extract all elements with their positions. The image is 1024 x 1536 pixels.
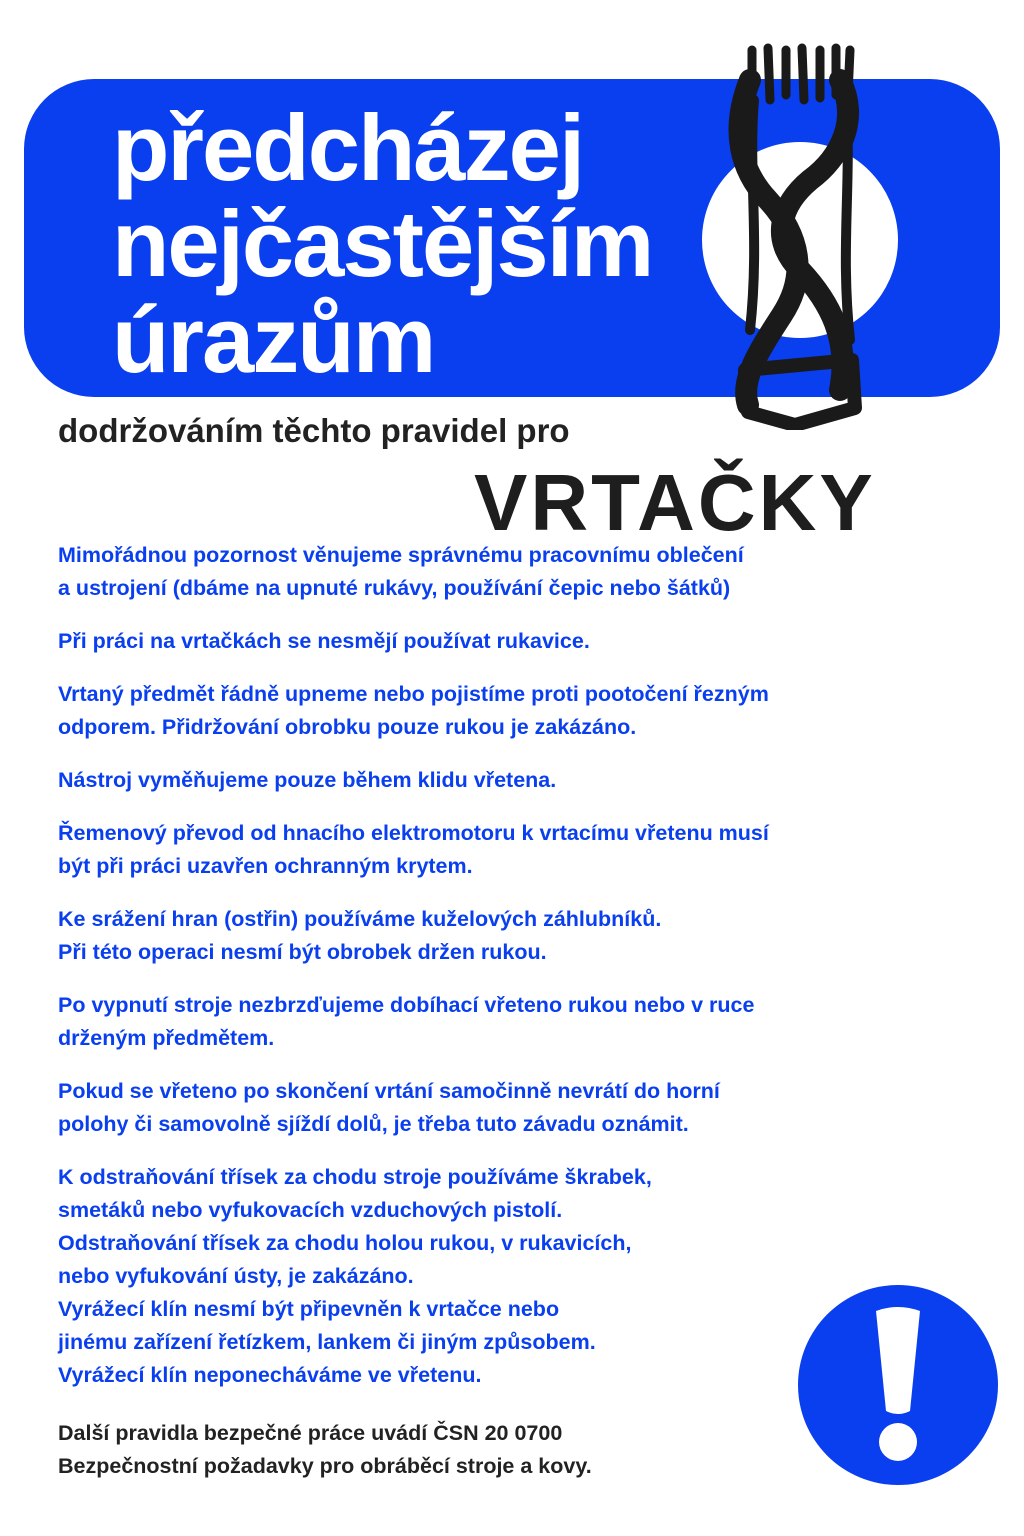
rule-item — [58, 678, 858, 744]
rule-line: Při této operaci nesmí být obrobek držen rukou. — [58, 940, 547, 964]
rule-line: K odstraňování třísek za chodu stroje používáme škrabek, — [58, 1165, 652, 1189]
rule-line: odporem. Přidržování obrobku pouze rukou je zakázáno. — [58, 715, 637, 739]
rule-line: Vyrážecí klín neponecháváme ve vřetenu. — [58, 1363, 482, 1387]
exclamation-sign-icon — [798, 1285, 998, 1485]
footer-line: Bezpečnostní požadavky pro obráběcí stroje a kovy. — [58, 1454, 592, 1478]
rule-line: Řemenový převod od hnacího elektromotoru k vrtacímu vřetenu musí — [58, 821, 769, 845]
rule-line: být při práci uzavřen ochranným krytem. — [58, 854, 473, 878]
rule-item — [58, 817, 858, 883]
headline-line: předcházej — [112, 95, 584, 200]
drill-bit-icon — [690, 40, 910, 430]
rule-line: Nástroj vyměňujeme pouze během klidu vřetena. — [58, 768, 557, 792]
footer-line: Další pravidla bezpečné práce uvádí ČSN 20 0700 — [58, 1421, 563, 1445]
headline-line: úrazům — [112, 287, 435, 392]
rule-item — [58, 625, 858, 658]
rule-line: Vrtaný předmět řádně upneme nebo pojistíme proti pootočení řezným — [58, 682, 769, 706]
rule-item — [58, 764, 858, 797]
rule-line: Odstraňování třísek za chodu holou rukou, v rukavicích, — [58, 1231, 632, 1255]
rule-item — [58, 1075, 858, 1141]
rule-line: Při práci na vrtačkách se nesmějí používat rukavice. — [58, 629, 590, 653]
drill-body-left — [750, 100, 754, 330]
exclamation-dot — [879, 1423, 917, 1461]
rule-item — [58, 989, 858, 1055]
rule-item — [58, 1161, 858, 1392]
drill-body-right — [846, 100, 850, 340]
footer-note — [58, 1417, 592, 1483]
rule-line: drženým předmětem. — [58, 1026, 275, 1050]
rule-line: Mimořádnou pozornost věnujeme správnému pracovnímu oblečení — [58, 543, 744, 567]
machine-name: VRTAČKY — [474, 458, 876, 547]
rule-line: smetáků nebo vyfukovacích vzduchových pistolí. — [58, 1198, 563, 1222]
rule-line: Po vypnutí stroje nezbrzďujeme dobíhací vřeteno rukou nebo v ruce — [58, 993, 755, 1017]
subtitle: dodržováním těchto pravidel pro — [58, 412, 570, 449]
rule-line: Vyrážecí klín nesmí být připevněn k vrtačce nebo — [58, 1297, 560, 1321]
rules-list — [58, 539, 858, 1408]
rule-line: jinému zařízení řetízkem, lankem či jiným způsobem. — [58, 1330, 596, 1354]
headline — [112, 95, 653, 392]
rule-line: Ke srážení hran (ostřin) používáme kuželových záhlubníků. — [58, 907, 662, 931]
headline-line: nejčastějším — [112, 191, 653, 296]
rule-item — [58, 539, 858, 605]
rule-item — [58, 903, 858, 969]
rule-line: polohy či samovolně sjíždí dolů, je třeba tuto závadu oznámit. — [58, 1112, 689, 1136]
rule-line: a ustrojení (dbáme na upnuté rukávy, používání čepic nebo šátků) — [58, 576, 731, 600]
rule-line: nebo vyfukování ústy, je zakázáno. — [58, 1264, 414, 1288]
rule-line: Pokud se vřeteno po skončení vrtání samočinně nevrátí do horní — [58, 1079, 720, 1103]
